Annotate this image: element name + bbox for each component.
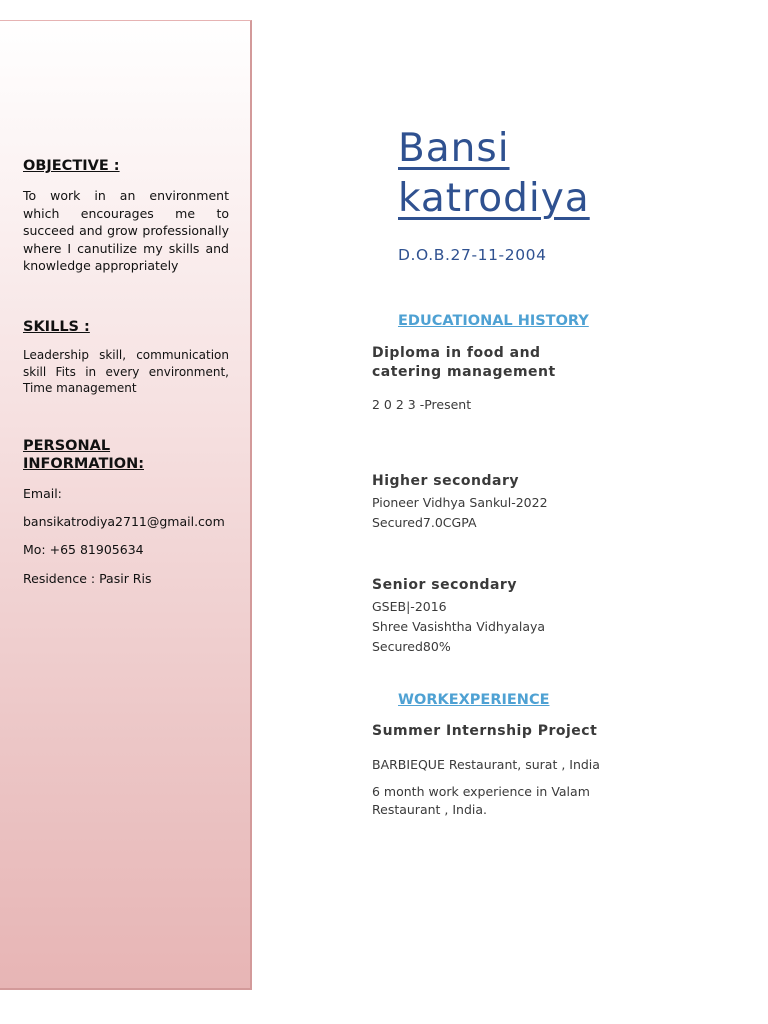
education-entry-title: Diploma in food and catering management — [372, 345, 556, 380]
candidate-name: Bansi katrodiya — [398, 126, 590, 221]
education-entry-title: Higher secondary — [372, 473, 519, 489]
education-entry-line: 2 0 2 3 -Present — [372, 397, 472, 412]
education-entry-line: Secured80% — [372, 639, 451, 654]
objective-heading: OBJECTIVE : — [23, 158, 120, 174]
work-experience-heading: WORKEXPERIENCE — [398, 692, 550, 708]
email-label: Email: — [23, 486, 62, 501]
education-heading: EDUCATIONAL HISTORY — [398, 313, 589, 329]
education-entry-line: Pioneer Vidhya Sankul-2022 — [372, 495, 548, 510]
mobile-number: Mo: +65 81905634 — [23, 542, 144, 557]
education-entry-line: GSEB|-2016 — [372, 599, 447, 614]
personal-info-heading: PERSONAL INFORMATION: — [23, 438, 144, 472]
skills-heading: SKILLS : — [23, 319, 90, 335]
objective-text: To work in an environment which encourages me to succeed and grow professionally where I canutilize my skills and knowledge appropriately — [23, 188, 229, 273]
date-of-birth: D.O.B.27-11-2004 — [398, 246, 547, 264]
education-entry-line: Secured7.0CGPA — [372, 515, 477, 530]
skills-text: Leadership skill, communication skill Fits in every environment, Time management — [23, 348, 229, 395]
residence: Residence : Pasir Ris — [23, 571, 152, 586]
work-entry-line: BARBIEQUE Restaurant, surat , India — [372, 757, 600, 772]
email-value[interactable]: bansikatrodiya2711@gmail.com — [23, 514, 225, 529]
work-entry-title: Summer Internship Project — [372, 723, 598, 739]
education-entry-title: Senior secondary — [372, 577, 517, 593]
work-entry-line: 6 month work experience in Valam Restaurant , India. — [372, 784, 590, 817]
education-entry-line: Shree Vasishtha Vidhyalaya — [372, 619, 546, 634]
